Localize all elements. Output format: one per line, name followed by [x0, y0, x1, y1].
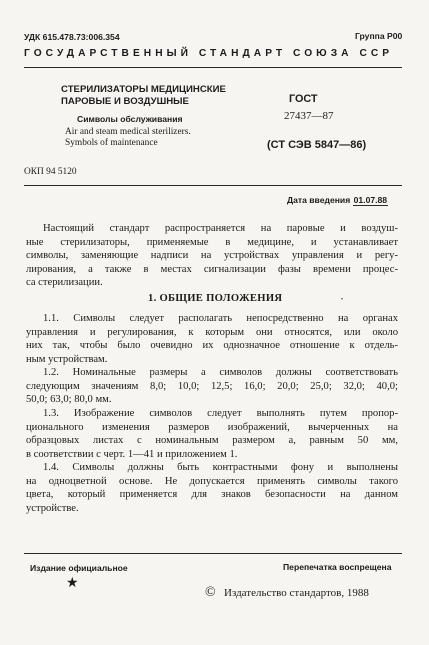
group-code: Группа Р00: [355, 31, 403, 41]
text-line: 1.3. Изображение символов следует выполнять путем пропор-: [43, 408, 398, 419]
title-line-1: СТЕРИЛИЗАТОРЫ МЕДИЦИНСКИЕ: [61, 84, 226, 95]
copyright-icon: ©: [205, 585, 216, 600]
text-line: лирования, а также в местах сигнализации фазы времени процес-: [26, 263, 398, 275]
subtitle: Символы обслуживания: [77, 114, 183, 124]
text-line: следующим значениям 8,0; 10,0; 12,5; 16,0; 20,0; 25,0; 32,0; 40,0;: [26, 380, 398, 392]
clause-1-4: [26, 461, 398, 515]
official-edition: Издание официальное: [30, 563, 128, 573]
clause-1-2: [26, 366, 398, 407]
clause-1-1: [26, 312, 398, 366]
text-line: них так, чтобы было очевидно их однозначное отношение к отдель-: [26, 340, 398, 352]
text-line: образцовых листах с номинальным размером a, равным 50 мм,: [26, 435, 398, 447]
title-line-2: ПАРОВЫЕ И ВОЗДУШНЫЕ: [61, 96, 189, 107]
text-line: на одноцветной основе. Не допускается применять символы такого: [26, 475, 398, 487]
effective-date-value: 01.07.88: [353, 195, 388, 205]
text-line: устройстве.: [26, 502, 79, 514]
text-line: ционального изменения размеров изображений, вычерченных на: [26, 421, 398, 433]
text-line: ные стерилизаторы, применяемые в медицине, и устанавливает: [26, 236, 398, 248]
speck-mark: •: [341, 297, 344, 303]
text-line: 1.4. Символы должны быть контрастными фону и выполнены: [43, 462, 398, 473]
gost-label: ГОСТ: [289, 93, 318, 105]
udk-code: УДК 615.478.73:006.354: [24, 32, 120, 42]
footer-rule: [24, 553, 402, 554]
effective-date-label: Дата введения: [287, 195, 351, 205]
text-line: са стерилизации.: [26, 277, 103, 289]
text-line: цвета, который применяется для знаков безопасности на данном: [26, 489, 398, 501]
gost-number: 27437—87: [284, 110, 334, 122]
text-line: символы, заменяющие надписи на устройствах управления и регу-: [26, 250, 398, 262]
header-rule: [24, 67, 402, 68]
section-heading: 1. ОБЩИЕ ПОЛОЖЕНИЯ: [148, 293, 283, 304]
english-title-line-2: Symbols of maintenance: [65, 138, 158, 148]
intro-paragraph: [26, 222, 398, 290]
text-line: ным устройствам.: [26, 353, 108, 365]
text-line: управления и регулирования, к которым они относятся, или около: [26, 326, 398, 338]
text-line: 1.1. Символы следует располагать непосредственно на органах: [43, 313, 398, 324]
text-line: Настоящий стандарт распространяется на паровые и воздуш-: [43, 223, 398, 234]
text-line: в соответствии с черт. 1—41 и приложением 1.: [26, 448, 238, 460]
english-title-line-1: Air and steam medical sterilizers.: [65, 127, 191, 137]
title-rule: [24, 185, 402, 186]
reprint-prohibited: Перепечатка воспрещена: [283, 562, 392, 572]
clause-1-3: [26, 407, 398, 461]
copyright-text: Издательство стандартов, 1988: [224, 587, 369, 599]
star-icon: ★: [66, 576, 79, 591]
sev-number: (СТ СЭВ 5847—86): [267, 139, 367, 151]
standard-banner: ГОСУДАРСТВЕННЫЙ СТАНДАРТ СОЮЗА ССР: [24, 48, 394, 59]
effective-date-row: [287, 195, 388, 205]
text-line: 50,0; 63,0; 80,0 мм.: [26, 394, 112, 406]
text-line: 1.2. Номинальные размеры a символов должны соответствовать: [43, 367, 398, 378]
okp-code: ОКП 94 5120: [24, 167, 77, 177]
